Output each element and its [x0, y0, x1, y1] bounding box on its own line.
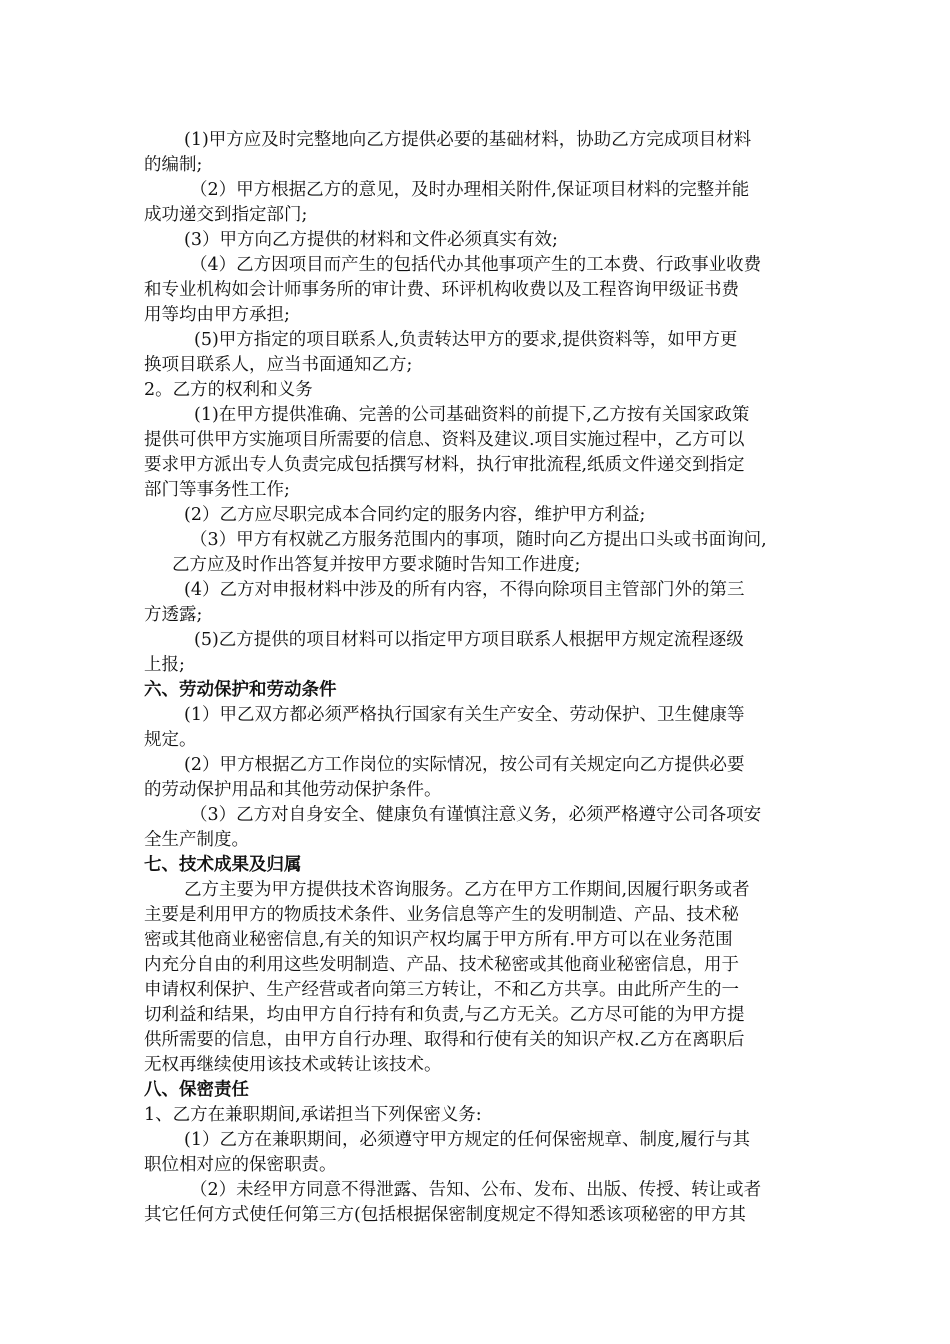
paragraph-line: 换项目联系人，应当书面通知乙方;	[144, 355, 413, 375]
paragraph-line: （4）乙方因项目而产生的包括代办其他事项产生的工本费、行政事业收费	[190, 255, 762, 275]
paragraph-line: (3）甲方向乙方提供的材料和文件必须真实有效;	[184, 230, 558, 250]
paragraph-line: 供所需要的信息，由甲方自行办理、取得和行使有关的知识产权.乙方在离职后	[144, 1030, 745, 1050]
paragraph-line: 乙方主要为甲方提供技术咨询服务。乙方在甲方工作期间,因履行职务或者	[184, 880, 750, 900]
section-heading: 六、劳动保护和劳动条件	[144, 680, 337, 700]
paragraph-line: (1）乙方在兼职期间，必须遵守甲方规定的任何保密规章、制度,履行与其	[184, 1130, 751, 1150]
paragraph-line: 乙方应及时作出答复并按甲方要求随时告知工作进度;	[172, 555, 581, 575]
paragraph-line: (1)在甲方提供准确、完善的公司基础资料的前提下,乙方按有关国家政策	[194, 405, 750, 425]
paragraph-line: 的劳动保护用品和其他劳动保护条件。	[144, 780, 442, 800]
paragraph-line: 要求甲方派出专人负责完成包括撰写材料，执行审批流程,纸质文件递交到指定	[144, 455, 745, 475]
paragraph-line: 部门等事务性工作;	[144, 480, 290, 500]
paragraph-line: 内充分自由的利用这些发明制造、产品、技术秘密或其他商业秘密信息，用于	[144, 955, 739, 975]
section-subheading: 2。乙方的权利和义务	[144, 380, 313, 400]
paragraph-line: (5)乙方提供的项目材料可以指定甲方项目联系人根据甲方规定流程逐级	[194, 630, 744, 650]
section-heading: 八、保密责任	[144, 1080, 249, 1100]
paragraph-line: 的编制;	[144, 155, 203, 175]
paragraph-line: 提供可供甲方实施项目所需要的信息、资料及建议.项目实施过程中，乙方可以	[144, 430, 745, 450]
paragraph-line: (5)甲方指定的项目联系人,负责转达甲方的要求,提供资料等，如甲方更	[194, 330, 738, 350]
paragraph-line: (4）乙方对申报材料中涉及的所有内容，不得向除项目主管部门外的第三	[184, 580, 745, 600]
paragraph-line: 上报;	[144, 655, 185, 675]
paragraph-line: 其它任何方式使任何第三方(包括根据保密制度规定不得知悉该项秘密的甲方其	[144, 1205, 746, 1225]
paragraph-line: 用等均由甲方承担;	[144, 305, 290, 325]
document-body	[144, 128, 812, 1228]
paragraph-line: (2）乙方应尽职完成本合同约定的服务内容，维护甲方利益;	[184, 505, 646, 525]
paragraph-line: 密或其他商业秘密信息,有关的知识产权均属于甲方所有.甲方可以在业务范围	[144, 930, 733, 950]
paragraph-line: (2）甲方根据乙方工作岗位的实际情况，按公司有关规定向乙方提供必要	[184, 755, 745, 775]
paragraph-line: (1)甲方应及时完整地向乙方提供必要的基础材料，协助乙方完成项目材料	[184, 130, 752, 150]
paragraph-line: （3）乙方对自身安全、健康负有谨慎注意义务，必须严格遵守公司各项安	[190, 805, 762, 825]
paragraph-line: 申请权利保护、生产经营或者向第三方转让，不和乙方共享。由此所产生的一	[144, 980, 739, 1000]
paragraph-line: 切利益和结果，均由甲方自行持有和负责,与乙方无关。乙方尽可能的为甲方提	[144, 1005, 745, 1025]
paragraph-line: (1）甲乙双方都必须严格执行国家有关生产安全、劳动保护、卫生健康等	[184, 705, 745, 725]
section-heading: 七、技术成果及归属	[144, 855, 302, 875]
paragraph-line: 无权再继续使用该技术或转让该技术。	[144, 1055, 442, 1075]
paragraph-line: （2）甲方根据乙方的意见，及时办理相关附件,保证项目材料的完整并能	[190, 180, 750, 200]
paragraph-line: 全生产制度。	[144, 830, 249, 850]
paragraph-line: 成功递交到指定部门;	[144, 205, 308, 225]
paragraph-line: 主要是利用甲方的物质技术条件、业务信息等产生的发明制造、产品、技术秘	[144, 905, 739, 925]
paragraph-line: 1、乙方在兼职期间,承诺担当下列保密义务:	[144, 1105, 482, 1125]
paragraph-line: （3）甲方有权就乙方服务范围内的事项，随时向乙方提出口头或书面询问,	[190, 530, 767, 550]
paragraph-line: 方透露;	[144, 605, 203, 625]
paragraph-line: 和专业机构如会计师事务所的审计费、环评机构收费以及工程咨询甲级证书费	[144, 280, 739, 300]
paragraph-line: （2）未经甲方同意不得泄露、告知、公布、发布、出版、传授、转让或者	[190, 1180, 762, 1200]
paragraph-line: 规定。	[144, 730, 197, 750]
paragraph-line: 职位相对应的保密职责。	[144, 1155, 337, 1175]
